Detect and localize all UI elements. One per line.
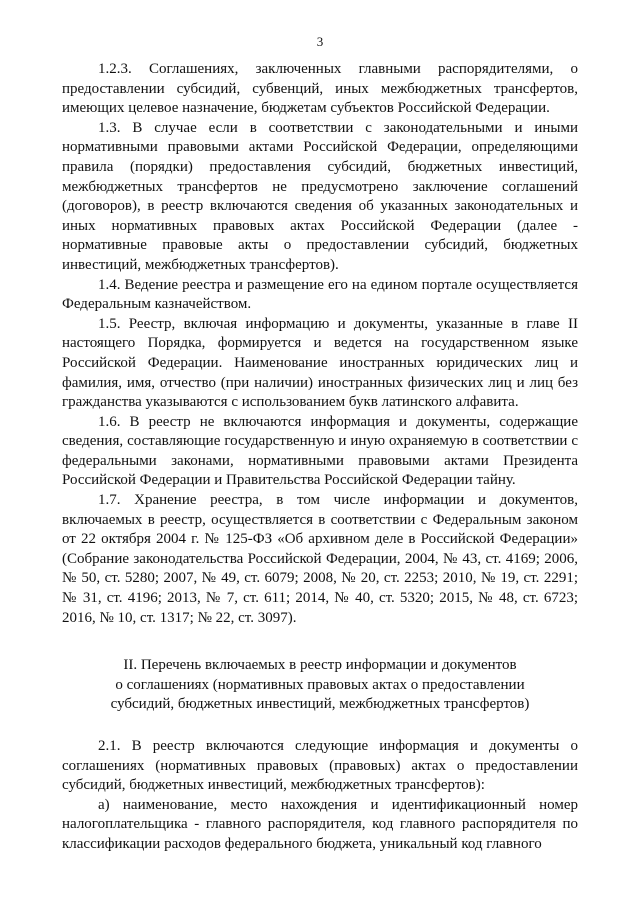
paragraph-1-6: 1.6. В реестр не включаются информация и документы, содержащие сведения, составляющие государственную и иную охраняемую в соответствии с федеральными законами, нормативными правовыми актами Президента Российской Федерации и Правительства Российской Федерации тайну. bbox=[62, 413, 578, 489]
section-heading-line-3: субсидий, бюджетных инвестиций, межбюджетных трансфертов) bbox=[110, 696, 530, 713]
paragraph-1-5: 1.5. Реестр, включая информацию и документы, указанные в главе II настоящего Порядка, формируется и ведется на государственном языке Российской Федерации. Наименование иностранных юридических лиц и фамилия, имя, отчество (при наличии) иностранных физических лиц и лиц без гражданства указываются с использованием букв латинского алфавита. bbox=[62, 315, 578, 411]
page-number: 3 bbox=[316, 34, 324, 49]
paragraph-1-7: 1.7. Хранение реестра, в том числе информации и документов, включаемых в реестр, осуществляется в соответствии с Федеральным законом от 22 октября 2004 г. № 125-ФЗ «Об архивном деле в Российской Федерации» (Собрание законодательства Российской Федерации, 2004, № 43, ст. 4169; 2006, № 50, ст. 5280; 2007, № 49, ст. 6079; 2008, № 20, ст. 2253; 2010, № 19, ст. 2291; № 31, ст. 4196; 2013, № 7, ст. 611; 2014, № 40, ст. 5320; 2015, № 48, ст. 6723; 2016, № 10, ст. 1317; № 22, ст. 3097). bbox=[62, 492, 578, 626]
section-heading-line-2: о соглашениях (нормативных правовых актах о предоставлении bbox=[115, 676, 525, 693]
section-heading-line-1: II. Перечень включаемых в реестр информации и документов bbox=[123, 657, 517, 674]
paragraph-2-1-a: а) наименование, место нахождения и идентификационный номер налогоплательщика - главного распорядителя, код главного распорядителя по классификации расходов федерального бюджета, уникальный код главного bbox=[62, 796, 578, 852]
paragraph-1-4: 1.4. Ведение реестра и размещение его на едином портале осуществляется Федеральным казначейством. bbox=[62, 276, 578, 313]
paragraph-1-2-3: 1.2.3. Соглашениях, заключенных главными распорядителями, о предоставлении субсидий, субвенций, иных межбюджетных трансфертов, имеющих целевое назначение, бюджетам субъектов Российской Федерации. bbox=[62, 61, 578, 117]
section-heading bbox=[62, 656, 578, 715]
paragraph-2-1: 2.1. В реестр включаются следующие информация и документы о соглашениях (нормативных правовых (правовых) актах о предоставлении субсидий, бюджетных инвестиций, межбюджетных трансфертов): bbox=[62, 738, 578, 794]
paragraph-1-3: 1.3. В случае если в соответствии с законодательными и иными нормативными правовыми актами Российской Федерации, определяющими правила (порядки) предоставления субсидий, бюджетных инвестиций, межбюджетных трансфертов не предусмотрено заключение соглашений (договоров), в реестр включаются сведения об указанных законодательных и иных нормативных правовых актах Российской Федерации (далее - нормативные правовые акты о предоставлении субсидий, бюджетных инвестиций, межбюджетных трансфертов). bbox=[62, 119, 578, 273]
